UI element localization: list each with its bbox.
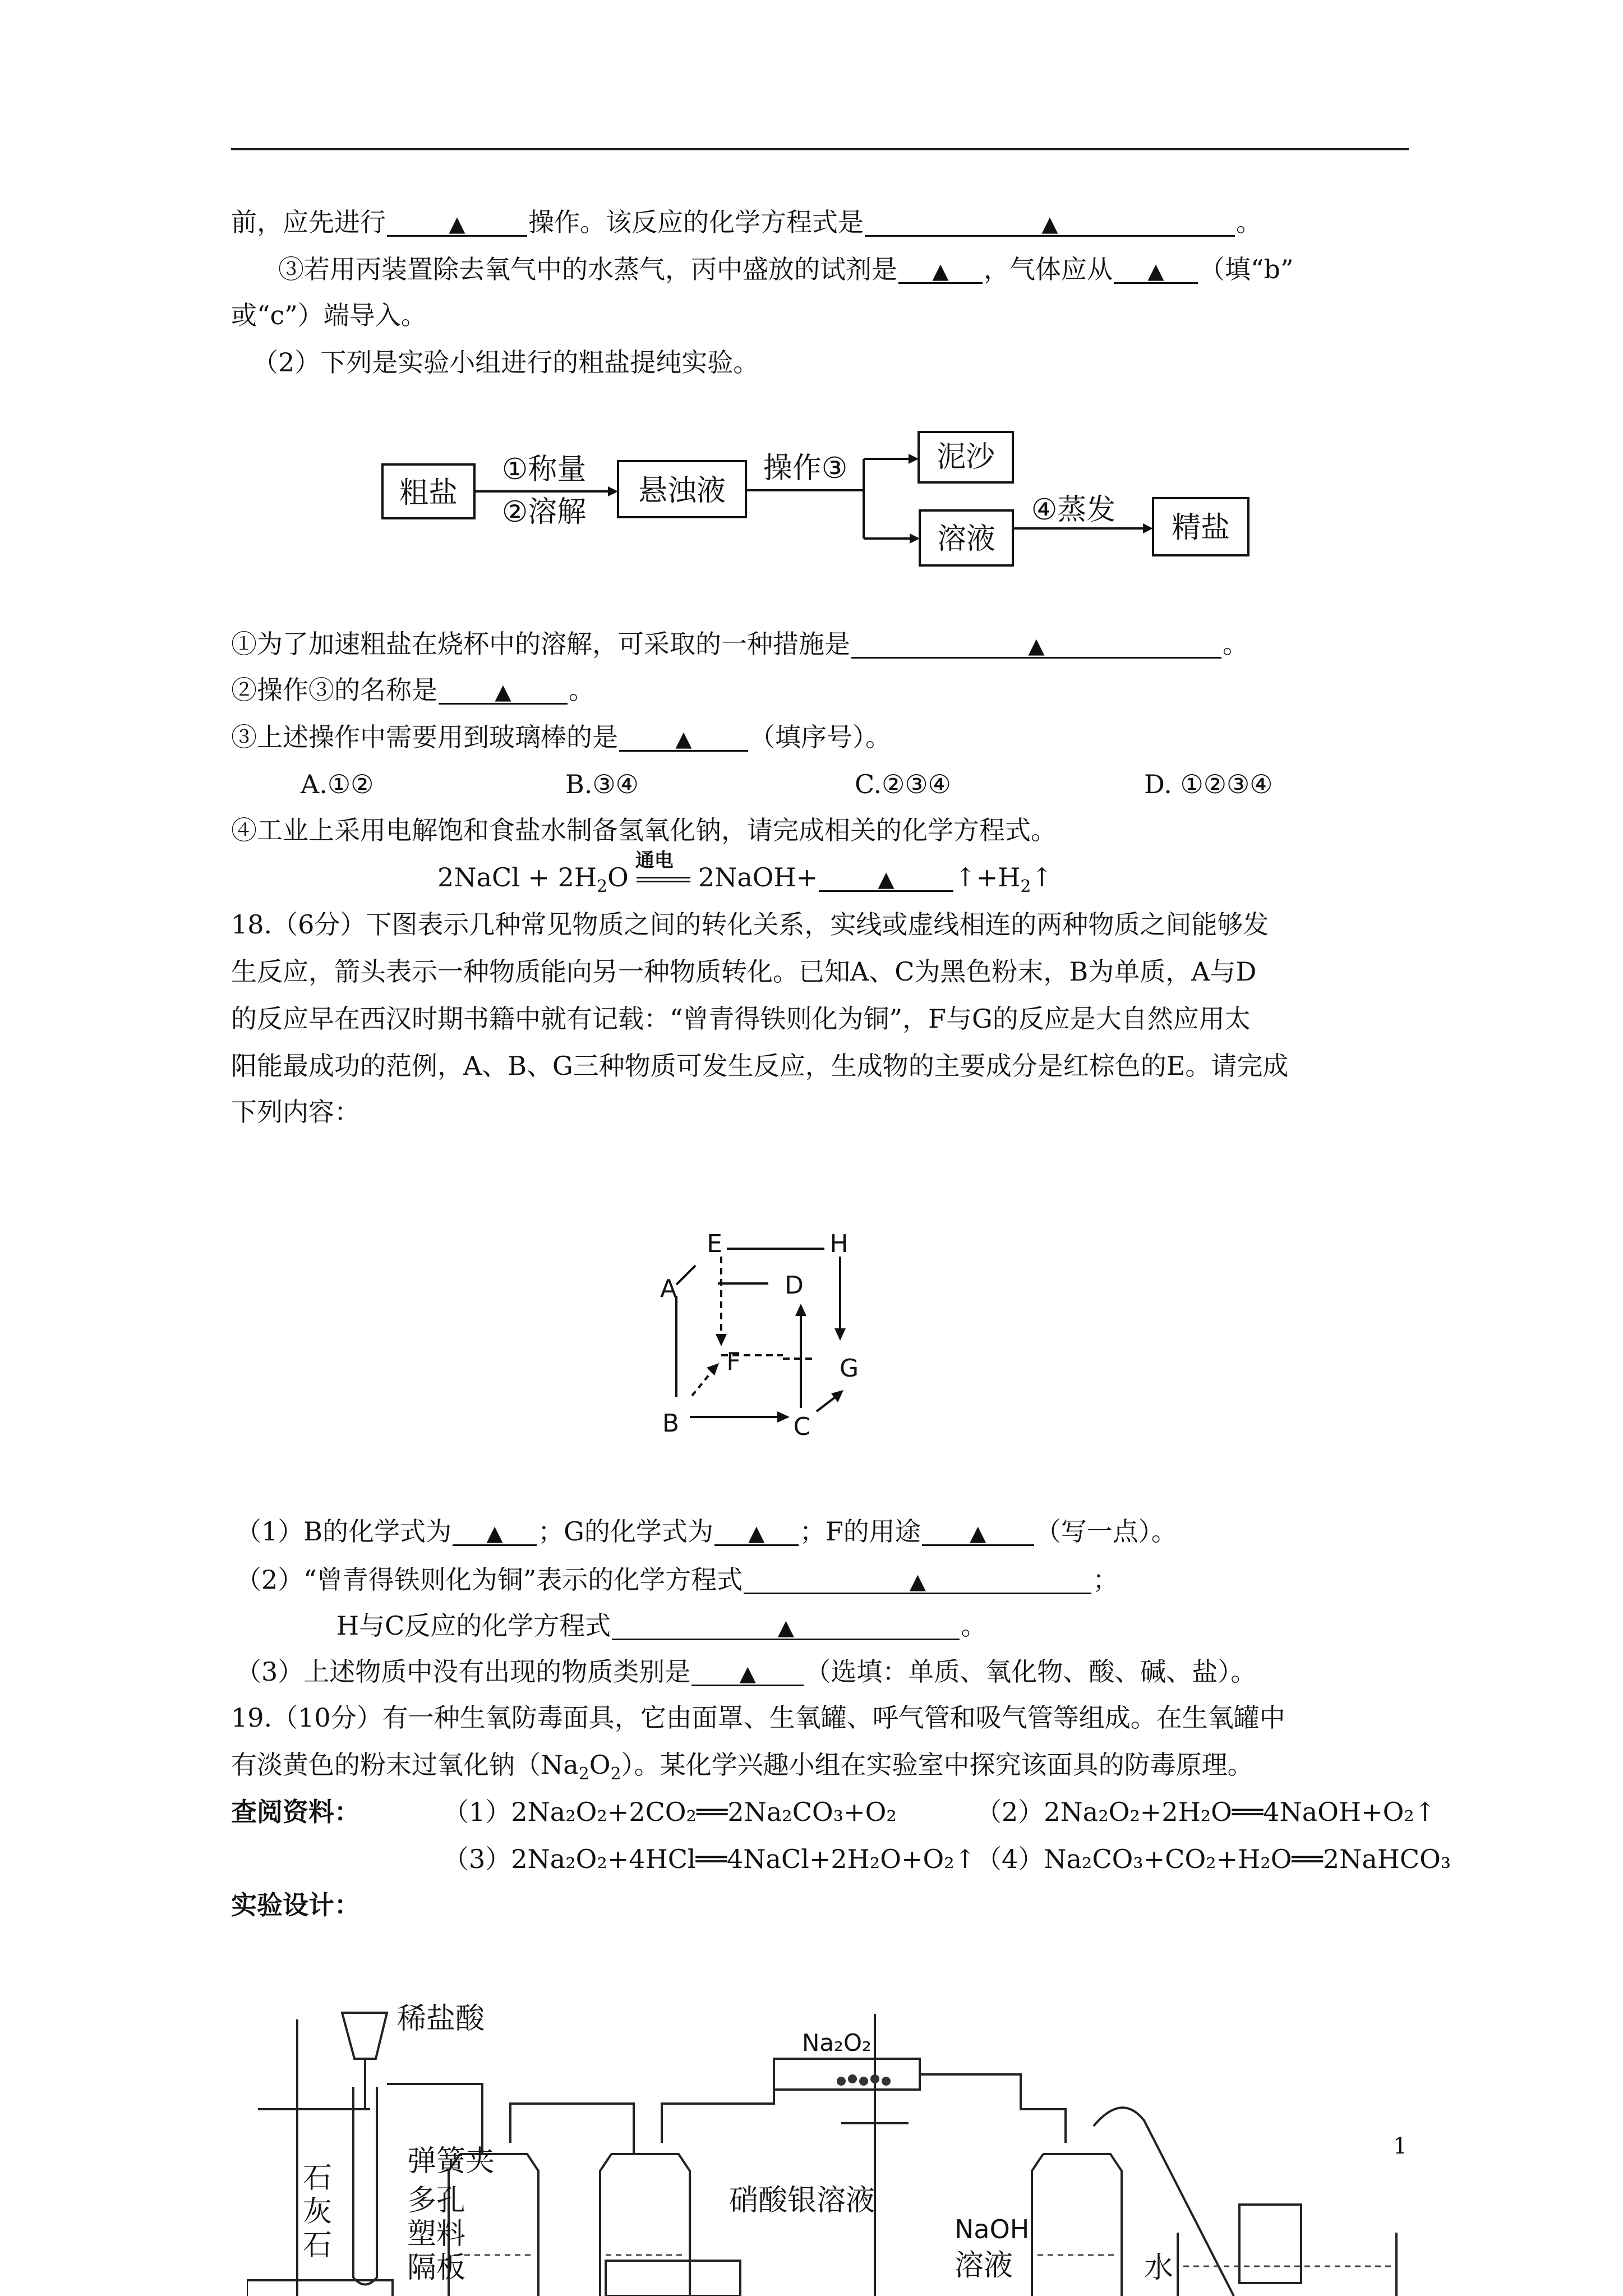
reaction-3: （3）2Na₂O₂+4HCl══4NaCl+2H₂O+O₂↑ — [443, 1844, 976, 1874]
label-porous-3: 隔板 — [407, 2251, 466, 2285]
line-1 — [231, 205, 1262, 239]
triangle-marker: ▲ — [486, 1521, 503, 1545]
answer-18-2b — [336, 1609, 986, 1642]
text: 前，应先进行 — [231, 207, 386, 237]
text: 。 — [1223, 629, 1248, 659]
problem-19-line-2 — [231, 1748, 1253, 1791]
text: 2NaOH+ — [698, 862, 818, 892]
answer-blank — [439, 675, 568, 705]
condition-label: 通电 — [635, 849, 674, 872]
answer-blank — [1114, 254, 1198, 284]
text: 2NaCl + 2H — [437, 862, 597, 892]
text: 。 — [569, 675, 594, 705]
electrolysis-equation — [437, 849, 1053, 904]
label-dilute-hcl: 稀盐酸 — [397, 2002, 485, 2036]
option-d: D. ①②③④ — [1144, 769, 1273, 799]
text: （2）“曾青得铁则化为铜”表示的化学方程式 — [236, 1565, 743, 1595]
problem-18-line-5: 下列内容： — [231, 1097, 360, 1127]
question-1 — [231, 627, 1248, 661]
header-rule — [231, 148, 1409, 150]
triangle-marker: ▲ — [748, 1521, 765, 1545]
label-limestone-3: 石 — [303, 2229, 333, 2262]
reaction-2: （2）2Na₂O₂+2H₂O══4NaOH+O₂↑ — [976, 1797, 1436, 1827]
triangle-marker: ▲ — [739, 1661, 756, 1686]
substance-relation-cube — [639, 1212, 897, 1447]
subscript: 2 — [1020, 877, 1031, 896]
label-evaporate: ④蒸发 — [1031, 493, 1116, 527]
answer-18-3 — [236, 1655, 1256, 1688]
label-limestone-1: 石 — [303, 2161, 333, 2195]
question-3 — [231, 720, 891, 754]
label-limestone-2: 灰 — [303, 2195, 333, 2229]
answer-blank — [619, 722, 748, 752]
label-naoh-solution: 溶液 — [955, 2249, 1013, 2283]
answer-blank — [865, 207, 1235, 237]
salt-purification-flowchart — [359, 415, 1279, 583]
label-water: 水 — [1144, 2251, 1174, 2285]
label-operation-3: 操作③ — [763, 452, 848, 485]
text: ； — [1092, 1565, 1119, 1595]
text: 操作。该反应的化学方程式是 — [528, 207, 864, 237]
label-e: E — [707, 1230, 722, 1258]
text: ③若用丙装置除去氧气中的水蒸气，丙中盛放的试剂是 — [278, 254, 897, 284]
text: ③上述操作中需要用到玻璃棒的是 — [231, 722, 618, 752]
label-crude-salt: 粗盐 — [399, 476, 458, 510]
label-dissolve: ②溶解 — [501, 495, 587, 529]
answer-18-1 — [236, 1515, 1177, 1548]
text: ↑+H — [955, 862, 1021, 892]
answer-18-2 — [236, 1563, 1118, 1596]
triangle-marker: ▲ — [1147, 259, 1164, 283]
section-2-heading: （2）下列是实验小组进行的粗盐提纯实验。 — [252, 347, 759, 378]
label-solution: 溶液 — [937, 522, 996, 556]
option-b: B.③④ — [565, 769, 639, 799]
equals-sign — [637, 877, 690, 882]
label-f: F — [726, 1347, 741, 1376]
reaction-4: （4）Na₂CO₃+CO₂+H₂O══2NaHCO₃ — [976, 1844, 1451, 1874]
label-suspension: 悬浊液 — [638, 474, 726, 508]
line-3: 或“c”）端导入。 — [231, 300, 427, 330]
label-spring-clip: 弹簧夹 — [407, 2145, 495, 2178]
line-2 — [278, 252, 1293, 286]
text: （3）上述物质中没有出现的物质类别是 — [236, 1657, 691, 1687]
label-weigh: ①称量 — [501, 453, 587, 486]
triangle-marker: ▲ — [878, 867, 895, 891]
label-porous-1: 多孔 — [407, 2184, 466, 2217]
problem-18-line-1: 18.（6分）下图表示几种常见物质之间的转化关系，实线或虚线相连的两种物质之间能够发 — [231, 909, 1269, 940]
triangle-marker: ▲ — [449, 211, 465, 236]
reference-label: 查阅资料： — [231, 1797, 360, 1827]
label-d: D — [785, 1271, 804, 1300]
text: 。 — [1236, 207, 1262, 237]
label-a: A — [660, 1274, 677, 1303]
subscript: 2 — [578, 1764, 589, 1784]
text: 。 — [961, 1611, 987, 1641]
label-refined-salt: 精盐 — [1171, 511, 1230, 545]
reaction-1: （1）2Na₂O₂+2CO₂══2Na₂CO₃+O₂ — [443, 1797, 897, 1827]
answer-blank — [714, 1516, 799, 1546]
triangle-marker: ▲ — [1028, 633, 1045, 658]
triangle-marker: ▲ — [495, 679, 511, 704]
problem-19-line-1: 19.（10分）有一种生氧防毒面具，它由面罩、生氧罐、呼气管和吸气管等组成。在生氧罐中 — [231, 1703, 1285, 1733]
label-mud: 泥沙 — [936, 440, 995, 474]
triangle-marker: ▲ — [970, 1521, 986, 1545]
problem-18-line-3: 的反应早在西汉时期书籍中就有记载：“曾青得铁则化为铜”，F与G的反应是大自然应用太 — [231, 1004, 1251, 1034]
subscript: 2 — [610, 1764, 621, 1784]
label-c: C — [793, 1412, 811, 1441]
text: ②操作③的名称是 — [231, 675, 437, 705]
question-2 — [231, 673, 594, 707]
label-h: H — [829, 1230, 849, 1258]
text: ；F的用途 — [799, 1516, 921, 1547]
label-b: B — [662, 1409, 680, 1438]
label-g: G — [839, 1354, 859, 1383]
question-4: ④工业上采用电解饱和食盐水制备氢氧化钠，请完成相关的化学方程式。 — [231, 815, 1057, 845]
triangle-marker: ▲ — [675, 726, 692, 751]
apparatus-illustration — [247, 1997, 1458, 2296]
text: ）。某化学兴趣小组在实验室中探究该面具的防毒原理。 — [621, 1750, 1253, 1780]
text: ①为了加速粗盐在烧杯中的溶解，可采取的一种措施是 — [231, 629, 850, 659]
text: 有淡黄色的粉末过氧化钠（Na — [231, 1750, 579, 1780]
answer-blank — [691, 1657, 804, 1686]
text: O — [589, 1750, 611, 1780]
option-a: A.①② — [301, 769, 374, 799]
triangle-marker: ▲ — [909, 1569, 926, 1594]
text: （填“b” — [1199, 254, 1294, 284]
label-naoh: NaOH — [955, 2214, 1030, 2244]
label-porous-2: 塑料 — [407, 2217, 466, 2251]
text: （1）B的化学式为 — [236, 1516, 452, 1547]
answer-blank — [744, 1565, 1091, 1594]
text: ，气体应从 — [984, 254, 1113, 284]
problem-18-line-2: 生反应，箭头表示一种物质能向另一种物质转化。已知A、C为黑色粉末，B为单质，A与D — [231, 956, 1257, 987]
triangle-marker: ▲ — [777, 1615, 794, 1640]
page-number: 1 — [1393, 2133, 1408, 2159]
problem-18-line-4: 阳能最成功的范例，A、B、G三种物质可发生反应，生成物的主要成分是红棕色的E。请完成 — [231, 1051, 1289, 1081]
answer-blank — [387, 207, 527, 237]
condition — [632, 849, 695, 894]
option-c: C.②③④ — [855, 769, 951, 799]
answer-blank — [612, 1611, 960, 1640]
text: ；G的化学式为 — [538, 1516, 713, 1547]
subscript: 2 — [597, 877, 608, 896]
label-silver-nitrate: 硝酸银溶液 — [729, 2184, 875, 2217]
label-na2o2: Na₂O₂ — [802, 2029, 872, 2056]
text: H与C反应的化学方程式 — [336, 1611, 611, 1641]
text: （写一点）。 — [1035, 1516, 1177, 1547]
text: ↑ — [1031, 862, 1053, 892]
answer-blank — [922, 1516, 1034, 1546]
text: O — [607, 862, 629, 892]
text: （填序号）。 — [749, 722, 891, 752]
text: （选填：单质、氧化物、酸、碱、盐）。 — [805, 1657, 1257, 1687]
answer-blank — [898, 254, 983, 284]
triangle-marker: ▲ — [932, 259, 949, 283]
design-label: 实验设计： — [231, 1890, 360, 1920]
answer-blank — [819, 862, 953, 892]
triangle-marker: ▲ — [1041, 211, 1058, 236]
answer-blank — [453, 1516, 537, 1546]
answer-blank — [851, 629, 1221, 659]
